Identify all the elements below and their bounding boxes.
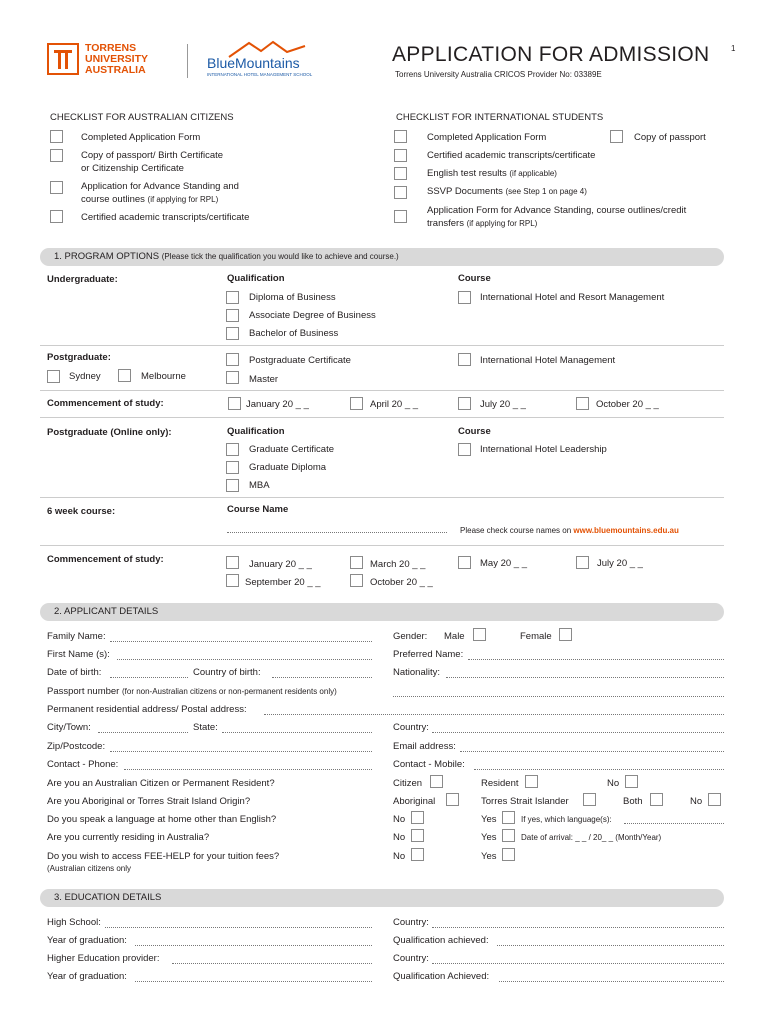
checklist-intl-title: CHECKLIST FOR INTERNATIONAL STUDENTS bbox=[396, 112, 604, 123]
resident-label: Resident bbox=[481, 778, 519, 789]
female-label: Female bbox=[520, 631, 552, 642]
passport-note: (for non-Australian citizens or non-permanent residents only) bbox=[121, 687, 337, 696]
intl-item-5b-text: transfers bbox=[427, 218, 464, 229]
checkbox-female[interactable] bbox=[559, 628, 572, 641]
first-name-field[interactable] bbox=[117, 659, 372, 660]
address-field[interactable] bbox=[264, 714, 724, 715]
checkbox-bachelor[interactable] bbox=[226, 327, 239, 340]
check-url-link[interactable]: www.bluemountains.edu.au bbox=[573, 526, 679, 535]
checkbox-intl-transcripts[interactable] bbox=[394, 149, 407, 162]
year-grad2-field[interactable] bbox=[135, 981, 372, 982]
checkbox-may-2[interactable] bbox=[458, 556, 471, 569]
checkbox-oct-2[interactable] bbox=[350, 574, 363, 587]
city-field[interactable] bbox=[98, 732, 188, 733]
first-name-label: First Name (s): bbox=[47, 649, 110, 660]
zip-label: Zip/Postcode: bbox=[47, 741, 106, 752]
both-label: Both bbox=[623, 796, 643, 807]
torrens-name-3: AUSTRALIA bbox=[85, 64, 146, 76]
au-item-3b-note: (if applying for RPL) bbox=[147, 195, 219, 204]
ug-course: International Hotel and Resort Management bbox=[480, 292, 665, 303]
high-school-label: High School: bbox=[47, 917, 101, 928]
month-oct-1: October 20 _ _ bbox=[596, 399, 659, 410]
program-bar-note: (Please tick the qualification you would like to achieve and course.) bbox=[161, 252, 399, 261]
higher-ed-field[interactable] bbox=[172, 963, 372, 964]
checkbox-au-advance[interactable] bbox=[50, 181, 63, 194]
checkbox-jan-1[interactable] bbox=[228, 397, 241, 410]
online-qual-2: Graduate Diploma bbox=[249, 462, 327, 473]
pg-qual-2: Master bbox=[249, 374, 279, 385]
au-item-2: Copy of passport/ Birth Certificate bbox=[81, 150, 224, 161]
dob-field[interactable] bbox=[110, 677, 188, 678]
male-label: Male bbox=[444, 631, 465, 642]
preferred-name-label: Preferred Name: bbox=[393, 649, 464, 660]
edu-country-field[interactable] bbox=[432, 927, 724, 928]
checkbox-pg-course[interactable] bbox=[458, 353, 471, 366]
checkbox-jul-2[interactable] bbox=[576, 556, 589, 569]
qual-achieved-label: Qualification achieved: bbox=[393, 935, 489, 946]
q-residing: Are you currently residing in Australia? bbox=[47, 832, 210, 843]
high-school-field[interactable] bbox=[105, 927, 372, 928]
torrens-name-2: UNIVERSITY bbox=[85, 53, 149, 65]
checkbox-apr-1[interactable] bbox=[350, 397, 363, 410]
checkbox-oct-1[interactable] bbox=[576, 397, 589, 410]
month-may-2: May 20 _ _ bbox=[480, 558, 527, 569]
state-field[interactable] bbox=[222, 732, 372, 733]
pg-course: International Hotel Management bbox=[480, 355, 616, 366]
bluemountains-name: BlueMountains bbox=[207, 55, 300, 71]
course-header: Course bbox=[458, 273, 491, 284]
phone-field[interactable] bbox=[124, 769, 372, 770]
edu-country2-field[interactable] bbox=[432, 963, 724, 964]
year-grad-field[interactable] bbox=[135, 945, 372, 946]
online-qual-3: MBA bbox=[249, 480, 270, 491]
checkbox-grad-cert[interactable] bbox=[226, 443, 239, 456]
family-name-field[interactable] bbox=[110, 641, 372, 642]
q-citizen: Are you an Australian Citizen or Permanent Resident? bbox=[47, 778, 275, 789]
qual-achieved2-field[interactable] bbox=[499, 981, 724, 982]
checklist-au-title: CHECKLIST FOR AUSTRALIAN CITIZENS bbox=[50, 112, 234, 123]
nationality-label: Nationality: bbox=[393, 667, 440, 678]
intl-item-4-text: SSVP Documents bbox=[427, 186, 503, 197]
ug-qual-2: Associate Degree of Business bbox=[249, 310, 376, 321]
qual-achieved-field[interactable] bbox=[497, 945, 724, 946]
qualification-header: Qualification bbox=[227, 273, 285, 284]
month-jul-1: July 20 _ _ bbox=[480, 399, 526, 410]
intl-item-5b bbox=[427, 218, 537, 229]
section-bar-education: 3. EDUCATION DETAILS bbox=[40, 889, 724, 907]
bluemountains-sub: INTERNATIONAL HOTEL MANAGEMENT SCHOOL bbox=[207, 72, 313, 77]
online-qual-1: Graduate Certificate bbox=[249, 444, 335, 455]
course-name-header: Course Name bbox=[227, 504, 289, 515]
checkbox-intl-passport[interactable] bbox=[610, 130, 623, 143]
sydney-label: Sydney bbox=[69, 371, 101, 382]
pg-qual-1: Postgraduate Certificate bbox=[249, 355, 351, 366]
mobile-label: Contact - Mobile: bbox=[393, 759, 465, 770]
year-grad-label: Year of graduation: bbox=[47, 935, 127, 946]
checkbox-jul-1[interactable] bbox=[458, 397, 471, 410]
language-field[interactable] bbox=[624, 823, 724, 824]
checkbox-grad-dip[interactable] bbox=[226, 461, 239, 474]
checkbox-residing-no[interactable] bbox=[411, 829, 424, 842]
bluemountains-logo bbox=[207, 40, 322, 80]
dob-label: Date of birth: bbox=[47, 667, 102, 678]
preferred-name-field[interactable] bbox=[468, 659, 724, 660]
residing-yes-label: Yes bbox=[481, 832, 497, 843]
checkbox-intl-application[interactable] bbox=[394, 130, 407, 143]
intl-item-1: Completed Application Form bbox=[427, 132, 547, 143]
checkbox-feehelp-no[interactable] bbox=[411, 848, 424, 861]
edu-country2-label: Country: bbox=[393, 953, 429, 964]
checkbox-sydney[interactable] bbox=[47, 370, 60, 383]
checkbox-diploma[interactable] bbox=[226, 291, 239, 304]
cob-label: Country of birth: bbox=[193, 667, 261, 678]
checkbox-au-application[interactable] bbox=[50, 130, 63, 143]
checkbox-melbourne[interactable] bbox=[118, 369, 131, 382]
qualification-header-2: Qualification bbox=[227, 426, 285, 437]
month-oct-2: October 20 _ _ bbox=[370, 577, 433, 588]
language-no-label: No bbox=[393, 814, 406, 825]
month-jul-2: July 20 _ _ bbox=[597, 558, 643, 569]
intl-item-4-note: (see Step 1 on page 4) bbox=[505, 187, 587, 196]
checkbox-aboriginal-no[interactable] bbox=[708, 793, 721, 806]
month-apr-1: April 20 _ _ bbox=[370, 399, 419, 410]
checkbox-language-yes[interactable] bbox=[502, 811, 515, 824]
checkbox-residing-yes[interactable] bbox=[502, 829, 515, 842]
checkbox-au-passport[interactable] bbox=[50, 149, 63, 162]
checkbox-citizen-no[interactable] bbox=[625, 775, 638, 788]
au-item-3: Application for Advance Standing and bbox=[81, 181, 239, 192]
checkbox-sep-2[interactable] bbox=[226, 574, 239, 587]
intl-item-3-note: (if applicable) bbox=[509, 169, 557, 178]
aboriginal-label: Aboriginal bbox=[393, 796, 436, 807]
citizen-label: Citizen bbox=[393, 778, 423, 789]
higher-ed-label: Higher Education provider: bbox=[47, 953, 160, 964]
q-language: Do you speak a language at home other than English? bbox=[47, 814, 277, 825]
address-label: Permanent residential address/ Postal address: bbox=[47, 704, 247, 715]
checkbox-ug-course[interactable] bbox=[458, 291, 471, 304]
torres-label: Torres Strait Islander bbox=[481, 796, 569, 807]
passport-label bbox=[47, 686, 337, 697]
undergrad-label: Undergraduate: bbox=[47, 274, 118, 285]
month-jan-2: January 20 _ _ bbox=[249, 559, 312, 570]
intl-item-4 bbox=[427, 186, 587, 197]
cricos-subtitle: Torrens University Australia CRICOS Provider No: 03389E bbox=[395, 70, 602, 79]
ug-qual-1: Diploma of Business bbox=[249, 292, 336, 303]
torrens-logo bbox=[47, 43, 167, 79]
language-note: If yes, which language(s): bbox=[521, 815, 612, 824]
state-label: State: bbox=[193, 722, 218, 733]
page-number: 1 bbox=[731, 44, 736, 53]
edu-country-label: Country: bbox=[393, 917, 429, 928]
au-item-4: Certified academic transcripts/certificate bbox=[81, 212, 250, 223]
torrens-name-1: TORRENS bbox=[85, 42, 137, 54]
checkbox-aboriginal[interactable] bbox=[446, 793, 459, 806]
month-jan-1: January 20 _ _ bbox=[246, 399, 309, 410]
country-label: Country: bbox=[393, 722, 429, 733]
intl-passport: Copy of passport bbox=[634, 132, 706, 143]
course-header-2: Course bbox=[458, 426, 491, 437]
residing-no-label: No bbox=[393, 832, 406, 843]
commence-label-2: Commencement of study: bbox=[47, 554, 164, 565]
checkbox-both[interactable] bbox=[650, 793, 663, 806]
torrens-t-icon bbox=[47, 43, 79, 75]
checkbox-mar-2[interactable] bbox=[350, 556, 363, 569]
online-course: International Hotel Leadership bbox=[480, 444, 607, 455]
family-name-label: Family Name: bbox=[47, 631, 106, 642]
email-label: Email address: bbox=[393, 741, 456, 752]
checkbox-master[interactable] bbox=[226, 371, 239, 384]
city-label: City/Town: bbox=[47, 722, 91, 733]
country-field[interactable] bbox=[432, 732, 724, 733]
checkbox-au-transcripts[interactable] bbox=[50, 210, 63, 223]
intl-item-2: Certified academic transcripts/certificate bbox=[427, 150, 596, 161]
passport-label-text: Passport number bbox=[47, 686, 120, 697]
month-sep-2: September 20 _ _ bbox=[245, 577, 321, 588]
aboriginal-no-label: No bbox=[690, 796, 703, 807]
checkbox-feehelp-yes[interactable] bbox=[502, 848, 515, 861]
checkbox-online-course[interactable] bbox=[458, 443, 471, 456]
page-title: APPLICATION FOR ADMISSION bbox=[392, 43, 710, 66]
qual-achieved2-label: Qualification Achieved: bbox=[393, 971, 490, 982]
intl-item-5: Application Form for Advance Standing, course outlines/credit bbox=[427, 205, 687, 216]
checkbox-intl-english[interactable] bbox=[394, 167, 407, 180]
feehelp-yes-label: Yes bbox=[481, 851, 497, 862]
au-item-1: Completed Application Form bbox=[81, 132, 201, 143]
check-note-text: Please check course names on bbox=[460, 526, 572, 535]
section-bar-applicant: 2. APPLICANT DETAILS bbox=[40, 603, 724, 621]
checkbox-citizen[interactable] bbox=[430, 775, 443, 788]
ug-qual-3: Bachelor of Business bbox=[249, 328, 339, 339]
checkbox-pg-certificate[interactable] bbox=[226, 353, 239, 366]
checkbox-male[interactable] bbox=[473, 628, 486, 641]
checkbox-jan-2[interactable] bbox=[226, 556, 239, 569]
melbourne-label: Melbourne bbox=[141, 371, 186, 382]
checkbox-mba[interactable] bbox=[226, 479, 239, 492]
section-bar-program bbox=[40, 248, 724, 266]
email-field[interactable] bbox=[460, 751, 724, 752]
check-note bbox=[460, 526, 679, 535]
passport-field[interactable] bbox=[393, 696, 724, 697]
au-item-2b: or Citizenship Certificate bbox=[81, 163, 184, 174]
citizen-no-label: No bbox=[607, 778, 620, 789]
checkbox-intl-advance[interactable] bbox=[394, 210, 407, 223]
nationality-field[interactable] bbox=[446, 677, 724, 678]
arrival-note: Date of arrival: _ _ / 20_ _ (Month/Year) bbox=[521, 833, 662, 842]
six-week-label: 6 week course: bbox=[47, 506, 116, 517]
gender-label: Gender: bbox=[393, 631, 428, 642]
pg-online-label: Postgraduate (Online only): bbox=[47, 427, 172, 438]
language-yes-label: Yes bbox=[481, 814, 497, 825]
checkbox-associate[interactable] bbox=[226, 309, 239, 322]
checkbox-torres[interactable] bbox=[583, 793, 596, 806]
course-name-field[interactable] bbox=[227, 532, 447, 533]
checkbox-intl-ssvp[interactable] bbox=[394, 186, 407, 199]
checkbox-resident[interactable] bbox=[525, 775, 538, 788]
feehelp-note: (Australian citizens only bbox=[47, 864, 132, 873]
month-mar-2: March 20 _ _ bbox=[370, 559, 426, 570]
intl-item-3-text: English test results bbox=[427, 168, 507, 179]
intl-item-5b-note: (if applying for RPL) bbox=[466, 219, 538, 228]
postgrad-label: Postgraduate: bbox=[47, 352, 111, 363]
mobile-field[interactable] bbox=[474, 769, 724, 770]
program-bar-title: 1. PROGRAM OPTIONS bbox=[54, 251, 160, 262]
feehelp-no-label: No bbox=[393, 851, 406, 862]
phone-label: Contact - Phone: bbox=[47, 759, 119, 770]
checkbox-language-no[interactable] bbox=[411, 811, 424, 824]
commence-label-1: Commencement of study: bbox=[47, 398, 164, 409]
au-item-3b bbox=[81, 194, 218, 205]
year-grad2-label: Year of graduation: bbox=[47, 971, 127, 982]
q-feehelp: Do you wish to access FEE-HELP for your tuition fees? bbox=[47, 851, 280, 862]
cob-field[interactable] bbox=[272, 677, 372, 678]
q-aboriginal: Are you Aboriginal or Torres Strait Island Origin? bbox=[47, 796, 251, 807]
zip-field[interactable] bbox=[110, 751, 372, 752]
intl-item-3 bbox=[427, 168, 557, 179]
au-item-3b-text: course outlines bbox=[81, 194, 145, 205]
